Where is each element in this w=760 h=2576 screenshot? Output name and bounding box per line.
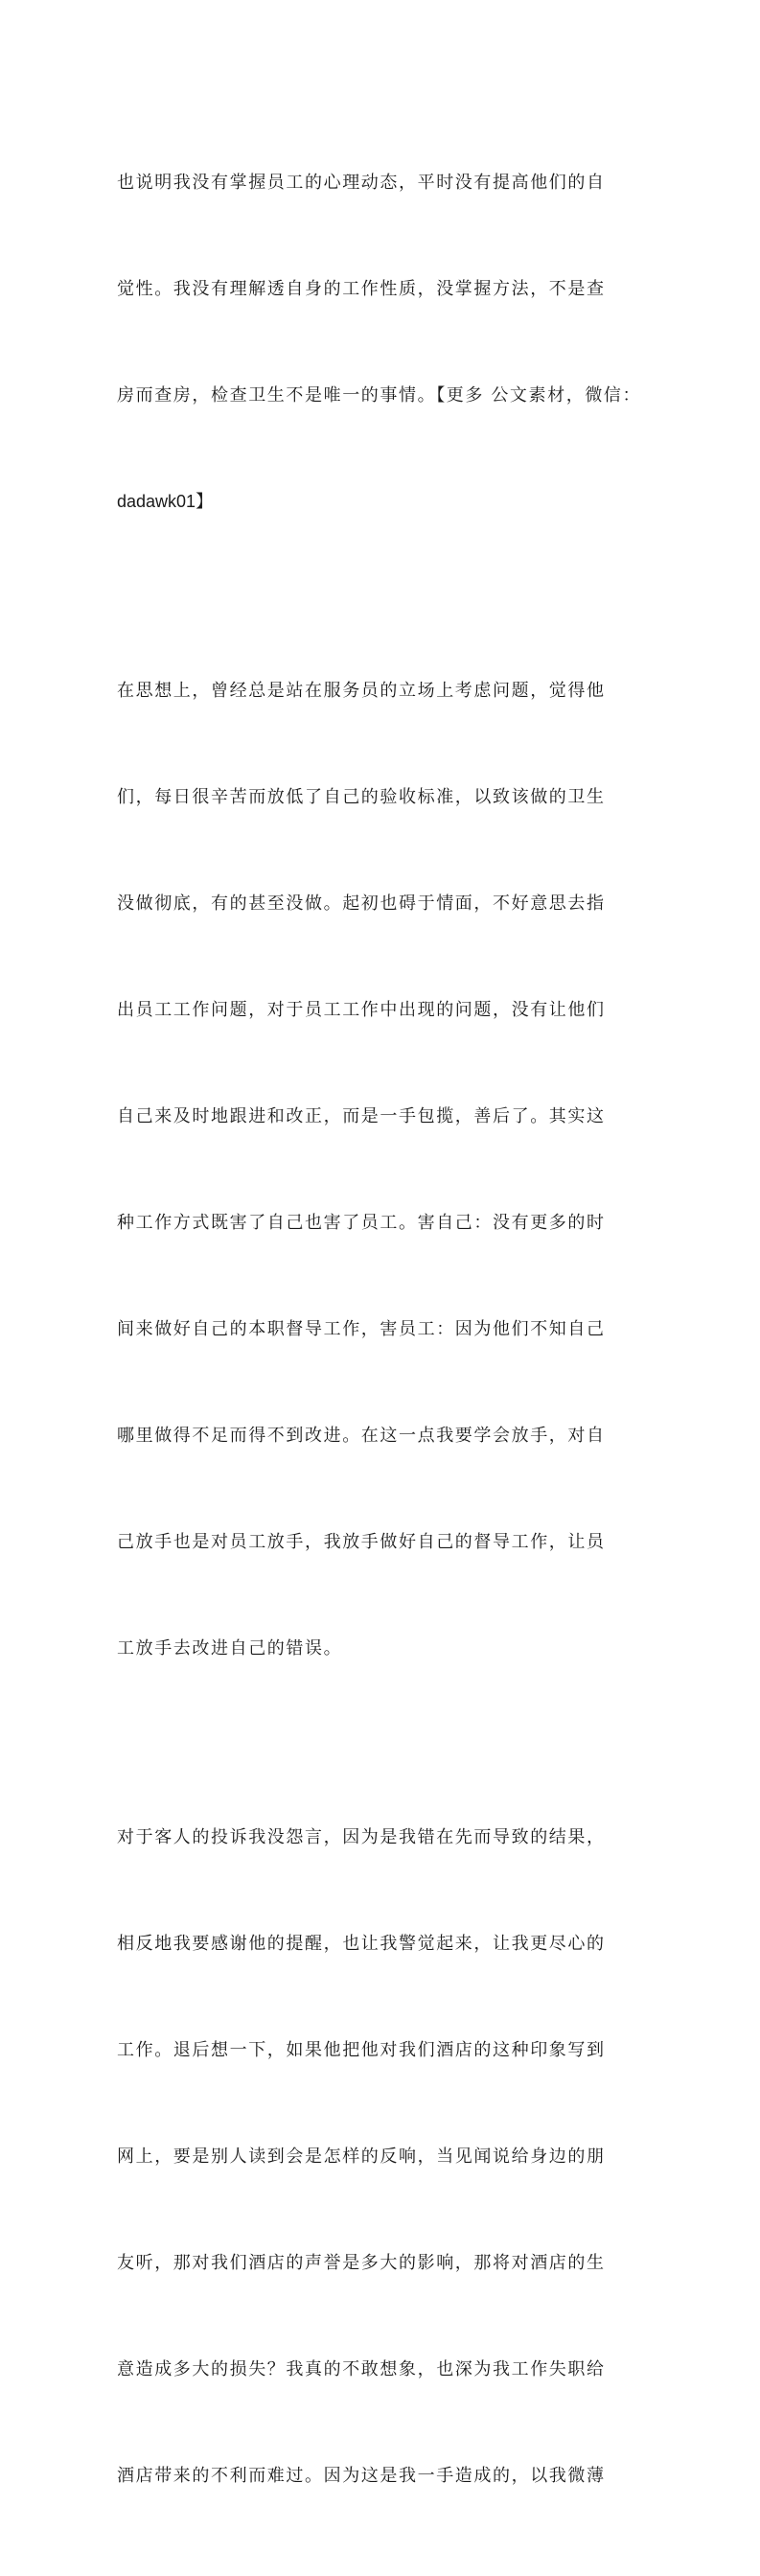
text-line: 出员工工作问题，对于员工工作中出现的问题，没有让他们 bbox=[117, 1000, 606, 1020]
paragraph-3 bbox=[117, 1749, 654, 2564]
text-line: 自己来及时地跟进和改正，而是一手包揽，善后了。其实这 bbox=[117, 1106, 606, 1126]
text-line: 也说明我没有掌握员工的心理动态，平时没有提高他们的自 bbox=[117, 173, 606, 193]
text-line: 们，每日很辛苦而放低了自己的验收标准，以致该做的卫生 bbox=[117, 787, 606, 807]
text-line: 己放手也是对员工放手，我放手做好自己的督导工作，让员 bbox=[117, 1532, 606, 1552]
text-line: 相反地我要感谢他的提醒，也让我警觉起来，让我更尽心的 bbox=[117, 1934, 606, 1954]
text-line: 觉性。我没有理解透自身的工作性质，没掌握方法，不是查 bbox=[117, 279, 606, 299]
text-line: 工作。退后想一下，如果他把他对我们酒店的这种印象写到 bbox=[117, 2040, 606, 2060]
text-line: 种工作方式既害了自己也害了员工。害自己：没有更多的时 bbox=[117, 1213, 606, 1233]
paragraph-2 bbox=[117, 602, 654, 1737]
text-line: 间来做好自己的本职督导工作，害员工：因为他们不知自己 bbox=[117, 1319, 606, 1339]
document-body bbox=[117, 94, 654, 2576]
text-line: 哪里做得不足而得不到改进。在这一点我要学会放手，对自 bbox=[117, 1426, 606, 1446]
text-line: 没做彻底，有的甚至没做。起初也碍于情面，不好意思去指 bbox=[117, 893, 606, 914]
text-line: 房而查房，检查卫生不是唯一的事情。【更多 公文素材，微信： bbox=[117, 385, 642, 406]
text-line: 对于客人的投诉我没怨言，因为是我错在先而导致的结果， bbox=[117, 1827, 606, 1847]
text-line: 工放手去改进自己的错误。 bbox=[117, 1638, 343, 1659]
text-line: 酒店带来的不利而难过。因为这是我一手造成的，以我微薄 bbox=[117, 2466, 606, 2486]
text-line: 意造成多大的损失？我真的不敢想象，也深为我工作失职给 bbox=[117, 2359, 606, 2379]
text-line: 网上，要是别人读到会是怎样的反响，当见闻说给身边的朋 bbox=[117, 2147, 606, 2167]
paragraph-1 bbox=[117, 94, 654, 591]
text-line: 在思想上，曾经总是站在服务员的立场上考虑问题，觉得他 bbox=[117, 681, 606, 701]
text-line: dadawk01】 bbox=[117, 492, 214, 511]
text-line: 友听，那对我们酒店的声誉是多大的影响，那将对酒店的生 bbox=[117, 2253, 606, 2273]
